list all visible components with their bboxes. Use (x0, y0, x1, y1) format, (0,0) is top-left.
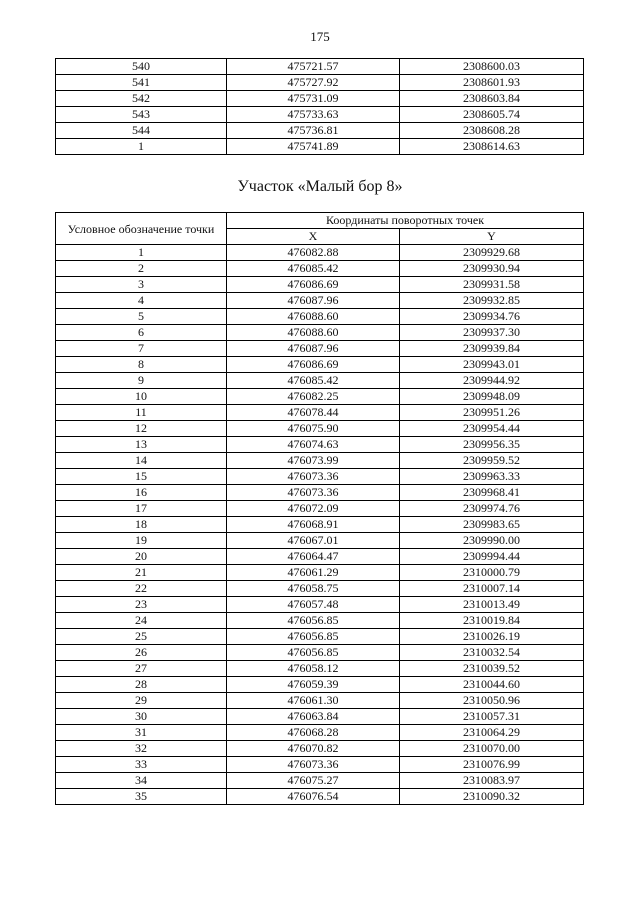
point-cell: 29 (56, 693, 227, 709)
y-cell: 2309994.44 (400, 549, 584, 565)
y-cell: 2310044.60 (400, 677, 584, 693)
x-cell: 476087.96 (227, 293, 400, 309)
table-row (56, 123, 584, 139)
table-row (56, 581, 584, 597)
point-cell: 25 (56, 629, 227, 645)
y-cell: 2310057.31 (400, 709, 584, 725)
y-cell: 2309931.58 (400, 277, 584, 293)
table-row (56, 341, 584, 357)
x-cell: 476063.84 (227, 709, 400, 725)
table-row (56, 469, 584, 485)
point-cell: 544 (56, 123, 227, 139)
point-cell: 21 (56, 565, 227, 581)
point-cell: 33 (56, 757, 227, 773)
y-cell: 2310076.99 (400, 757, 584, 773)
x-cell: 476088.60 (227, 325, 400, 341)
table-row (56, 277, 584, 293)
x-cell: 475733.63 (227, 107, 400, 123)
y-cell: 2309963.33 (400, 469, 584, 485)
y-cell: 2309990.00 (400, 533, 584, 549)
x-cell: 476082.88 (227, 245, 400, 261)
table-row (56, 75, 584, 91)
point-column-header: Условное обозначение точки (56, 213, 227, 245)
y-cell: 2308614.63 (400, 139, 584, 155)
y-cell: 2309930.94 (400, 261, 584, 277)
table-row (56, 549, 584, 565)
table-row (56, 325, 584, 341)
table-row (56, 373, 584, 389)
table-row (56, 357, 584, 373)
x-cell: 476073.99 (227, 453, 400, 469)
x-cell: 475736.81 (227, 123, 400, 139)
x-cell: 476058.12 (227, 661, 400, 677)
x-cell: 476068.91 (227, 517, 400, 533)
point-cell: 12 (56, 421, 227, 437)
point-cell: 5 (56, 309, 227, 325)
x-cell: 476082.25 (227, 389, 400, 405)
coordinates-table-body (56, 245, 584, 805)
table-row (56, 709, 584, 725)
y-cell: 2309956.35 (400, 437, 584, 453)
point-cell: 4 (56, 293, 227, 309)
y-cell: 2309934.76 (400, 309, 584, 325)
y-cell: 2308608.28 (400, 123, 584, 139)
point-cell: 22 (56, 581, 227, 597)
table-row (56, 485, 584, 501)
point-cell: 26 (56, 645, 227, 661)
table-row (56, 565, 584, 581)
x-cell: 476088.60 (227, 309, 400, 325)
y-cell: 2310050.96 (400, 693, 584, 709)
table-row (56, 725, 584, 741)
x-cell: 476058.75 (227, 581, 400, 597)
x-cell: 476085.42 (227, 373, 400, 389)
point-cell: 1 (56, 245, 227, 261)
y-cell: 2309968.41 (400, 485, 584, 501)
table-row (56, 309, 584, 325)
y-cell: 2308603.84 (400, 91, 584, 107)
table-row (56, 773, 584, 789)
point-cell: 1 (56, 139, 227, 155)
table-row (56, 59, 584, 75)
y-cell: 2309948.09 (400, 389, 584, 405)
table-row (56, 677, 584, 693)
table-row (56, 437, 584, 453)
table-row (56, 389, 584, 405)
point-cell: 23 (56, 597, 227, 613)
x-cell: 476073.36 (227, 469, 400, 485)
y-cell: 2308600.03 (400, 59, 584, 75)
y-cell: 2309929.68 (400, 245, 584, 261)
point-cell: 10 (56, 389, 227, 405)
point-cell: 27 (56, 661, 227, 677)
point-cell: 11 (56, 405, 227, 421)
table-row (56, 421, 584, 437)
section-title: Участок «Малый бор 8» (237, 178, 403, 195)
point-cell: 19 (56, 533, 227, 549)
point-cell: 13 (56, 437, 227, 453)
x-cell: 475721.57 (227, 59, 400, 75)
y-cell: 2309983.65 (400, 517, 584, 533)
y-cell: 2309937.30 (400, 325, 584, 341)
x-cell: 476075.27 (227, 773, 400, 789)
table-row (56, 139, 584, 155)
y-cell: 2310039.52 (400, 661, 584, 677)
table-row (56, 613, 584, 629)
coordinates-table (55, 212, 584, 805)
y-column-header: Y (400, 229, 584, 245)
x-cell: 476078.44 (227, 405, 400, 421)
x-cell: 476085.42 (227, 261, 400, 277)
y-cell: 2308605.74 (400, 107, 584, 123)
y-cell: 2310064.29 (400, 725, 584, 741)
x-cell: 476073.36 (227, 485, 400, 501)
coords-column-header: Координаты поворотных точек (227, 213, 584, 229)
x-cell: 476072.09 (227, 501, 400, 517)
continuation-table-body (56, 59, 584, 155)
x-cell: 476075.90 (227, 421, 400, 437)
point-cell: 541 (56, 75, 227, 91)
y-cell: 2310083.97 (400, 773, 584, 789)
point-cell: 14 (56, 453, 227, 469)
point-cell: 540 (56, 59, 227, 75)
coordinates-table-header (56, 213, 584, 245)
table-row (56, 661, 584, 677)
y-cell: 2310013.49 (400, 597, 584, 613)
x-cell: 476068.28 (227, 725, 400, 741)
x-cell: 476067.01 (227, 533, 400, 549)
point-cell: 20 (56, 549, 227, 565)
x-cell: 476074.63 (227, 437, 400, 453)
y-cell: 2309954.44 (400, 421, 584, 437)
table-row (56, 107, 584, 123)
point-cell: 15 (56, 469, 227, 485)
x-cell: 475741.89 (227, 139, 400, 155)
x-cell: 476056.85 (227, 645, 400, 661)
point-cell: 28 (56, 677, 227, 693)
page-number: 175 (310, 29, 330, 44)
y-cell: 2309951.26 (400, 405, 584, 421)
continuation-table (55, 58, 584, 155)
table-row (56, 261, 584, 277)
y-cell: 2310000.79 (400, 565, 584, 581)
point-cell: 6 (56, 325, 227, 341)
point-cell: 3 (56, 277, 227, 293)
y-cell: 2309939.84 (400, 341, 584, 357)
y-cell: 2309932.85 (400, 293, 584, 309)
point-cell: 9 (56, 373, 227, 389)
table-row (56, 693, 584, 709)
table-row (56, 645, 584, 661)
y-cell: 2310019.84 (400, 613, 584, 629)
y-cell: 2309959.52 (400, 453, 584, 469)
point-cell: 32 (56, 741, 227, 757)
y-cell: 2310070.00 (400, 741, 584, 757)
table-row (56, 245, 584, 261)
point-cell: 17 (56, 501, 227, 517)
point-cell: 34 (56, 773, 227, 789)
table-row (56, 405, 584, 421)
y-cell: 2309974.76 (400, 501, 584, 517)
point-cell: 24 (56, 613, 227, 629)
point-cell: 543 (56, 107, 227, 123)
y-cell: 2308601.93 (400, 75, 584, 91)
y-cell: 2310026.19 (400, 629, 584, 645)
table-row (56, 757, 584, 773)
x-cell: 476076.54 (227, 789, 400, 805)
y-cell: 2309943.01 (400, 357, 584, 373)
table-row (56, 741, 584, 757)
x-column-header: X (227, 229, 400, 245)
point-cell: 31 (56, 725, 227, 741)
x-cell: 475731.09 (227, 91, 400, 107)
point-cell: 7 (56, 341, 227, 357)
table-row (56, 293, 584, 309)
x-cell: 476061.29 (227, 565, 400, 581)
point-cell: 8 (56, 357, 227, 373)
x-cell: 476064.47 (227, 549, 400, 565)
table-row (56, 501, 584, 517)
x-cell: 476086.69 (227, 277, 400, 293)
table-row (56, 629, 584, 645)
y-cell: 2310032.54 (400, 645, 584, 661)
table-row (56, 789, 584, 805)
x-cell: 476070.82 (227, 741, 400, 757)
point-cell: 30 (56, 709, 227, 725)
x-cell: 475727.92 (227, 75, 400, 91)
table-row (56, 597, 584, 613)
x-cell: 476057.48 (227, 597, 400, 613)
table-row (56, 453, 584, 469)
table-row (56, 517, 584, 533)
x-cell: 476086.69 (227, 357, 400, 373)
x-cell: 476056.85 (227, 613, 400, 629)
x-cell: 476073.36 (227, 757, 400, 773)
point-cell: 35 (56, 789, 227, 805)
y-cell: 2310007.14 (400, 581, 584, 597)
point-cell: 542 (56, 91, 227, 107)
x-cell: 476059.39 (227, 677, 400, 693)
table-row (56, 533, 584, 549)
x-cell: 476056.85 (227, 629, 400, 645)
x-cell: 476087.96 (227, 341, 400, 357)
y-cell: 2309944.92 (400, 373, 584, 389)
point-cell: 18 (56, 517, 227, 533)
x-cell: 476061.30 (227, 693, 400, 709)
table-row (56, 91, 584, 107)
y-cell: 2310090.32 (400, 789, 584, 805)
point-cell: 16 (56, 485, 227, 501)
point-cell: 2 (56, 261, 227, 277)
